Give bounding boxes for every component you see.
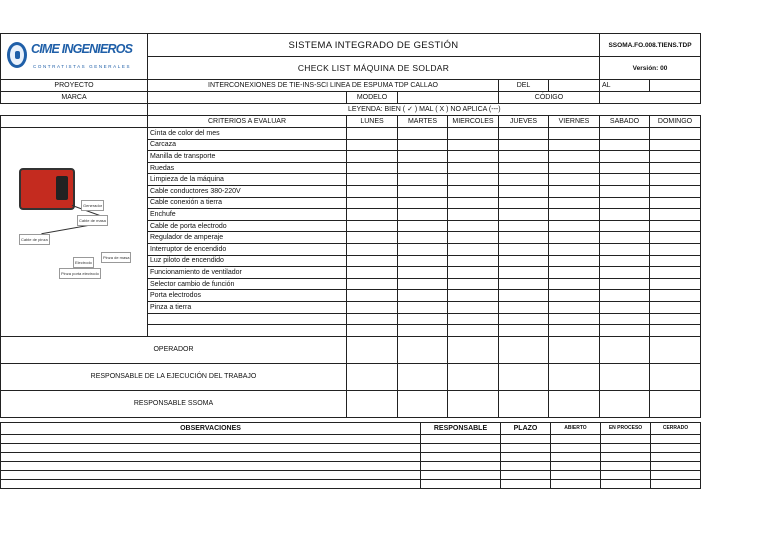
image-tag: Generador (81, 200, 104, 211)
al-label: AL (600, 80, 650, 92)
obs-header-cerrado: CERRADO (651, 422, 701, 434)
check-cell[interactable] (448, 325, 499, 337)
obs-cell[interactable] (551, 434, 601, 443)
observation-row (1, 452, 701, 461)
check-cell[interactable] (650, 174, 701, 186)
check-cell[interactable] (499, 255, 549, 267)
check-cell[interactable] (549, 255, 600, 267)
doc-title: SISTEMA INTEGRADO DE GESTIÓN (148, 34, 600, 57)
check-cell[interactable] (398, 209, 448, 221)
obs-cell[interactable] (501, 479, 551, 488)
criteria-label: Cable conexión a tierra (148, 197, 347, 209)
criteria-label: Interruptor de encendido (148, 243, 347, 255)
marca-label: MARCA (1, 92, 148, 104)
check-cell[interactable] (499, 313, 549, 325)
check-cell[interactable] (650, 325, 701, 337)
check-cell[interactable] (650, 162, 701, 174)
obs-header-plazo: PLAZO (501, 422, 551, 434)
obs-cell[interactable] (651, 443, 701, 452)
check-cell[interactable] (448, 267, 499, 279)
doc-version: Versión: 00 (600, 57, 701, 80)
check-cell[interactable] (600, 220, 650, 232)
check-cell[interactable] (448, 243, 499, 255)
check-cell[interactable] (549, 220, 600, 232)
obs-cell[interactable] (601, 470, 651, 479)
check-cell[interactable] (499, 139, 549, 151)
check-cell[interactable] (398, 267, 448, 279)
check-cell[interactable] (347, 162, 398, 174)
obs-cell[interactable] (651, 452, 701, 461)
check-cell[interactable] (398, 232, 448, 244)
check-cell[interactable] (600, 301, 650, 313)
check-cell[interactable] (549, 162, 600, 174)
check-cell[interactable] (448, 128, 499, 140)
criteria-label: Cable conductores 380-220V (148, 185, 347, 197)
obs-header-en-proceso: EN PROCESO (601, 422, 651, 434)
check-cell[interactable] (549, 185, 600, 197)
criteria-label: Carcaza (148, 139, 347, 151)
image-tag: Electrodo (73, 257, 94, 268)
criteria-row (1, 128, 701, 140)
signature-label-responsable: RESPONSABLE DE LA EJECUCIÓN DEL TRABAJO (1, 363, 347, 390)
day-header: MIERCOLES (448, 116, 499, 128)
signature-label-ssoma: RESPONSABLE SSOMA (1, 390, 347, 417)
check-cell[interactable] (398, 174, 448, 186)
check-cell[interactable] (600, 197, 650, 209)
check-cell[interactable] (650, 243, 701, 255)
check-cell[interactable] (650, 151, 701, 163)
check-cell[interactable] (549, 197, 600, 209)
check-cell[interactable] (600, 313, 650, 325)
check-cell[interactable] (347, 220, 398, 232)
check-cell[interactable] (600, 278, 650, 290)
day-header: MARTES (398, 116, 448, 128)
check-cell[interactable] (448, 220, 499, 232)
check-cell[interactable] (398, 162, 448, 174)
check-cell[interactable] (398, 243, 448, 255)
checklist-sheet (0, 33, 700, 489)
check-cell[interactable] (499, 151, 549, 163)
criteria-label: Enchufe (148, 209, 347, 221)
check-cell[interactable] (499, 278, 549, 290)
check-cell[interactable] (600, 209, 650, 221)
check-cell[interactable] (600, 290, 650, 302)
obs-cell[interactable] (501, 452, 551, 461)
obs-cell[interactable] (651, 461, 701, 470)
check-cell[interactable] (650, 139, 701, 151)
check-cell[interactable] (448, 290, 499, 302)
obs-cell[interactable] (501, 461, 551, 470)
signature-label-operador: OPERADOR (1, 336, 347, 363)
check-cell[interactable] (499, 290, 549, 302)
criteria-label (148, 325, 347, 337)
check-cell[interactable] (549, 232, 600, 244)
check-cell[interactable] (549, 278, 600, 290)
check-cell[interactable] (448, 313, 499, 325)
check-cell[interactable] (347, 278, 398, 290)
observation-row (1, 470, 701, 479)
obs-cell[interactable] (1, 443, 421, 452)
check-cell[interactable] (398, 197, 448, 209)
check-cell[interactable] (650, 267, 701, 279)
obs-cell[interactable] (1, 479, 421, 488)
check-cell[interactable] (499, 267, 549, 279)
check-cell[interactable] (600, 267, 650, 279)
check-cell[interactable] (347, 139, 398, 151)
check-cell[interactable] (549, 139, 600, 151)
day-header: VIERNES (549, 116, 600, 128)
obs-cell[interactable] (421, 443, 501, 452)
del-field[interactable] (549, 80, 600, 92)
obs-cell[interactable] (651, 434, 701, 443)
gear-icon (7, 42, 27, 68)
observation-row (1, 479, 701, 488)
check-cell[interactable] (347, 232, 398, 244)
obs-cell[interactable] (601, 443, 651, 452)
obs-cell[interactable] (421, 479, 501, 488)
check-cell[interactable] (650, 197, 701, 209)
check-cell[interactable] (499, 243, 549, 255)
check-cell[interactable] (448, 162, 499, 174)
criteria-label: Ruedas (148, 162, 347, 174)
check-cell[interactable] (650, 185, 701, 197)
check-cell[interactable] (347, 151, 398, 163)
check-cell[interactable] (398, 128, 448, 140)
obs-cell[interactable] (1, 470, 421, 479)
check-cell[interactable] (549, 243, 600, 255)
criteria-label: Cinta de color del mes (148, 128, 347, 140)
check-cell[interactable] (650, 255, 701, 267)
criteria-label: Porta electrodos (148, 290, 347, 302)
check-cell[interactable] (448, 255, 499, 267)
check-cell[interactable] (448, 278, 499, 290)
obs-cell[interactable] (1, 461, 421, 470)
day-header: LUNES (347, 116, 398, 128)
obs-cell[interactable] (501, 443, 551, 452)
header-table (0, 33, 701, 418)
modelo-label: MODELO (347, 92, 398, 104)
obs-cell[interactable] (501, 434, 551, 443)
check-cell[interactable] (398, 185, 448, 197)
observations-table (0, 422, 701, 489)
obs-cell[interactable] (601, 479, 651, 488)
criteria-header: CRITERIOS A EVALUAR (148, 116, 347, 128)
check-cell[interactable] (398, 151, 448, 163)
check-cell[interactable] (549, 325, 600, 337)
check-cell[interactable] (650, 290, 701, 302)
check-cell[interactable] (448, 197, 499, 209)
check-cell[interactable] (448, 232, 499, 244)
check-cell[interactable] (650, 128, 701, 140)
obs-cell[interactable] (1, 434, 421, 443)
obs-header-observaciones: OBSERVACIONES (1, 422, 421, 434)
criteria-label (148, 313, 347, 325)
obs-cell[interactable] (551, 443, 601, 452)
day-header: JUEVES (499, 116, 549, 128)
leyenda: LEYENDA: BIEN ( ✓ ) MAL ( X ) NO APLICA (---) (347, 106, 501, 113)
day-header: DOMINGO (650, 116, 701, 128)
check-cell[interactable] (650, 209, 701, 221)
check-cell[interactable] (347, 185, 398, 197)
obs-cell[interactable] (1, 452, 421, 461)
check-cell[interactable] (600, 162, 650, 174)
check-cell[interactable] (499, 209, 549, 221)
check-cell[interactable] (650, 313, 701, 325)
check-cell[interactable] (499, 197, 549, 209)
criteria-label: Limpieza de la máquina (148, 174, 347, 186)
logo (1, 34, 148, 80)
obs-cell[interactable] (421, 470, 501, 479)
check-cell[interactable] (398, 325, 448, 337)
obs-cell[interactable] (421, 452, 501, 461)
proyecto-value: INTERCONEXIONES DE TIE-INS-SCI LINEA DE ESPUMA TDP CALLAO (148, 80, 499, 92)
check-cell[interactable] (499, 232, 549, 244)
check-cell[interactable] (347, 301, 398, 313)
check-cell[interactable] (499, 174, 549, 186)
check-cell[interactable] (398, 290, 448, 302)
al-field[interactable] (650, 80, 701, 92)
check-cell[interactable] (448, 185, 499, 197)
check-cell[interactable] (650, 278, 701, 290)
proyecto-label: PROYECTO (1, 80, 148, 92)
check-cell[interactable] (600, 128, 650, 140)
obs-cell[interactable] (651, 479, 701, 488)
criteria-label: Regulador de amperaje (148, 232, 347, 244)
check-cell[interactable] (600, 174, 650, 186)
obs-cell[interactable] (551, 452, 601, 461)
obs-cell[interactable] (421, 434, 501, 443)
check-cell[interactable] (499, 301, 549, 313)
check-cell[interactable] (347, 313, 398, 325)
obs-cell[interactable] (551, 461, 601, 470)
observation-row (1, 443, 701, 452)
criteria-label: Funcionamiento de ventilador (148, 267, 347, 279)
image-tag: Cable de pinza (19, 234, 50, 245)
obs-cell[interactable] (601, 461, 651, 470)
check-cell[interactable] (549, 313, 600, 325)
check-cell[interactable] (499, 162, 549, 174)
modelo-field[interactable] (398, 92, 499, 104)
check-cell[interactable] (448, 174, 499, 186)
criteria-label: Pinza a tierra (148, 301, 347, 313)
day-header: SABADO (600, 116, 650, 128)
criteria-label: Cable de porta electrodo (148, 220, 347, 232)
check-cell[interactable] (549, 128, 600, 140)
check-cell[interactable] (549, 267, 600, 279)
check-cell[interactable] (499, 185, 549, 197)
check-cell[interactable] (650, 232, 701, 244)
check-cell[interactable] (398, 255, 448, 267)
check-cell[interactable] (347, 128, 398, 140)
image-tag: Pinza de masa (101, 252, 131, 263)
codigo-field[interactable] (600, 92, 701, 104)
check-cell[interactable] (398, 139, 448, 151)
check-cell[interactable] (347, 325, 398, 337)
logo-subtitle: CONTRATISTAS GENERALES (33, 63, 132, 69)
obs-cell[interactable] (551, 470, 601, 479)
check-cell[interactable] (650, 301, 701, 313)
check-cell[interactable] (347, 243, 398, 255)
check-cell[interactable] (600, 243, 650, 255)
welder-image (1, 128, 148, 337)
check-cell[interactable] (448, 301, 499, 313)
obs-cell[interactable] (551, 479, 601, 488)
check-cell[interactable] (549, 151, 600, 163)
criteria-label: Luz piloto de encendido (148, 255, 347, 267)
check-cell[interactable] (499, 325, 549, 337)
obs-cell[interactable] (601, 434, 651, 443)
obs-cell[interactable] (501, 470, 551, 479)
check-cell[interactable] (448, 151, 499, 163)
check-cell[interactable] (398, 220, 448, 232)
check-cell[interactable] (499, 220, 549, 232)
observation-row (1, 461, 701, 470)
obs-cell[interactable] (421, 461, 501, 470)
check-cell[interactable] (448, 139, 499, 151)
check-cell[interactable] (398, 313, 448, 325)
check-cell[interactable] (347, 255, 398, 267)
check-cell[interactable] (347, 174, 398, 186)
check-cell[interactable] (600, 232, 650, 244)
check-cell[interactable] (600, 185, 650, 197)
check-cell[interactable] (600, 325, 650, 337)
obs-cell[interactable] (651, 470, 701, 479)
codigo-label: CÓDIGO (499, 92, 600, 104)
check-cell[interactable] (549, 290, 600, 302)
obs-header-responsable: RESPONSABLE (421, 422, 501, 434)
del-label: DEL (499, 80, 549, 92)
doc-subtitle: CHECK LIST MÁQUINA DE SOLDAR (148, 57, 600, 80)
check-cell[interactable] (499, 128, 549, 140)
check-cell[interactable] (549, 209, 600, 221)
logo-text: CIME INGENIEROS (31, 41, 133, 56)
check-cell[interactable] (600, 255, 650, 267)
check-cell[interactable] (347, 197, 398, 209)
obs-header-abierto: ABIERTO (551, 422, 601, 434)
check-cell[interactable] (398, 301, 448, 313)
marca-field[interactable] (148, 92, 347, 104)
observation-row (1, 434, 701, 443)
check-cell[interactable] (549, 174, 600, 186)
check-cell[interactable] (347, 209, 398, 221)
criteria-label: Selector cambio de función (148, 278, 347, 290)
check-cell[interactable] (448, 209, 499, 221)
check-cell[interactable] (650, 220, 701, 232)
criteria-label: Manilla de transporte (148, 151, 347, 163)
check-cell[interactable] (347, 267, 398, 279)
check-cell[interactable] (398, 278, 448, 290)
image-tag: Pinza porta electrodo (59, 268, 101, 279)
check-cell[interactable] (549, 301, 600, 313)
welding-machine-icon (19, 168, 75, 210)
check-cell[interactable] (600, 151, 650, 163)
obs-cell[interactable] (601, 452, 651, 461)
check-cell[interactable] (600, 139, 650, 151)
image-tag: Cable de masa (77, 215, 108, 226)
doc-code: SSOMA.FO.008.TIENS.TDP (600, 34, 701, 57)
check-cell[interactable] (347, 290, 398, 302)
